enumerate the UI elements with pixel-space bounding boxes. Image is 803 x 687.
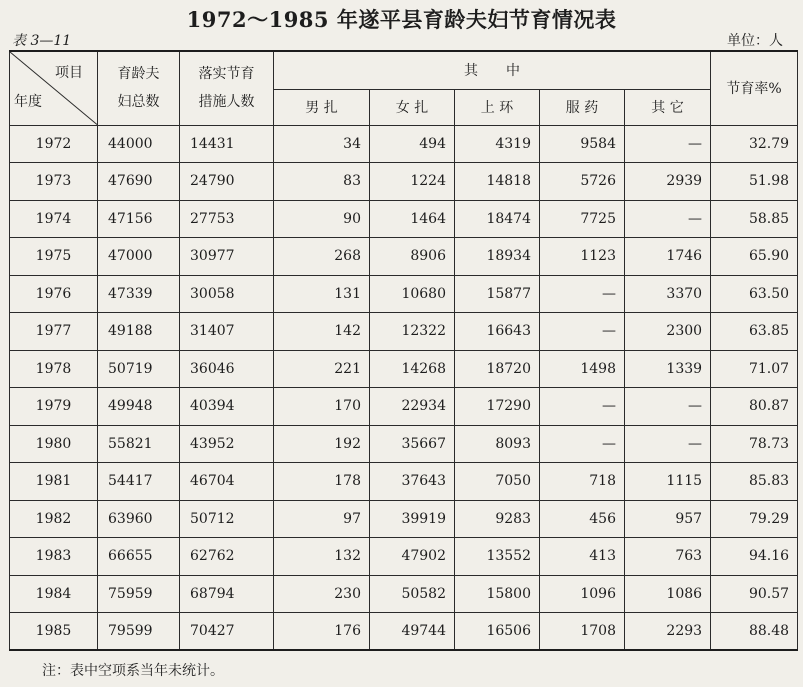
cell-iud: 18934 — [455, 238, 540, 276]
cell-year: 1977 — [10, 313, 98, 351]
cell-year: 1975 — [10, 238, 98, 276]
cell-other: 763 — [625, 538, 711, 576]
table-row — [10, 425, 798, 463]
cell-rate: 63.50 — [711, 275, 798, 313]
cell-measures: 27753 — [180, 200, 274, 238]
cell-iud: 7050 — [455, 463, 540, 501]
cell-male: 170 — [274, 388, 370, 426]
cell-couples: 47339 — [98, 275, 180, 313]
cell-male: 34 — [274, 125, 370, 163]
cell-male: 230 — [274, 575, 370, 613]
cell-pill: 1708 — [540, 613, 625, 651]
cell-female: 22934 — [370, 388, 455, 426]
table-row — [10, 350, 798, 388]
cell-measures: 50712 — [180, 500, 274, 538]
cell-year: 1984 — [10, 575, 98, 613]
cell-rate: 88.48 — [711, 613, 798, 651]
cell-male: 176 — [274, 613, 370, 651]
col-header-other: 其 它 — [625, 89, 711, 125]
cell-year: 1972 — [10, 125, 98, 163]
corner-diagonal — [10, 52, 97, 125]
cell-pill: 456 — [540, 500, 625, 538]
cell-pill: — — [540, 313, 625, 351]
cell-female: 10680 — [370, 275, 455, 313]
cell-couples: 44000 — [98, 125, 180, 163]
col-header-couples-line1: 育龄夫 — [117, 66, 160, 83]
cell-iud: 18720 — [455, 350, 540, 388]
cell-rate: 58.85 — [711, 200, 798, 238]
cell-couples: 66655 — [98, 538, 180, 576]
cell-couples: 49948 — [98, 388, 180, 426]
cell-iud: 9283 — [455, 500, 540, 538]
cell-iud: 18474 — [455, 200, 540, 238]
table-row — [10, 238, 798, 276]
cell-other: 1086 — [625, 575, 711, 613]
cell-rate: 79.29 — [711, 500, 798, 538]
corner-year-label: 年度 — [14, 93, 42, 110]
cell-other: — — [625, 125, 711, 163]
cell-male: 131 — [274, 275, 370, 313]
cell-measures: 40394 — [180, 388, 274, 426]
cell-male: 142 — [274, 313, 370, 351]
cell-year: 1985 — [10, 613, 98, 651]
cell-couples: 79599 — [98, 613, 180, 651]
cell-other: 1115 — [625, 463, 711, 501]
cell-couples: 47000 — [98, 238, 180, 276]
cell-couples: 63960 — [98, 500, 180, 538]
cell-pill: 718 — [540, 463, 625, 501]
cell-pill: 413 — [540, 538, 625, 576]
cell-couples: 75959 — [98, 575, 180, 613]
cell-rate: 78.73 — [711, 425, 798, 463]
col-header-measures — [180, 51, 274, 125]
cell-iud: 14818 — [455, 163, 540, 201]
cell-year: 1980 — [10, 425, 98, 463]
cell-couples: 49188 — [98, 313, 180, 351]
table-row — [10, 200, 798, 238]
cell-male: 83 — [274, 163, 370, 201]
table-row — [10, 388, 798, 426]
cell-other: — — [625, 200, 711, 238]
cell-measures: 70427 — [180, 613, 274, 651]
cell-iud: 15877 — [455, 275, 540, 313]
col-header-rate: 节育率% — [711, 51, 798, 125]
cell-year: 1978 — [10, 350, 98, 388]
table-title: 1972～1985 年遂平县育龄夫妇节育情况表 — [186, 7, 617, 32]
cell-year: 1973 — [10, 163, 98, 201]
cell-male: 90 — [274, 200, 370, 238]
cell-female: 49744 — [370, 613, 455, 651]
cell-female: 1464 — [370, 200, 455, 238]
cell-pill: 1498 — [540, 350, 625, 388]
cell-iud: 4319 — [455, 125, 540, 163]
cell-other: 1339 — [625, 350, 711, 388]
table-row — [10, 125, 798, 163]
col-header-couples-line2: 妇总数 — [117, 94, 160, 111]
cell-measures: 31407 — [180, 313, 274, 351]
cell-rate: 63.85 — [711, 313, 798, 351]
table-footnote: 注：表中空项系当年未统计。 — [42, 663, 224, 679]
cell-female: 14268 — [370, 350, 455, 388]
birth-control-table — [9, 50, 798, 651]
cell-female: 39919 — [370, 500, 455, 538]
cell-couples: 55821 — [98, 425, 180, 463]
col-header-pill: 服 药 — [540, 89, 625, 125]
cell-measures: 30977 — [180, 238, 274, 276]
cell-other: 957 — [625, 500, 711, 538]
cell-measures: 43952 — [180, 425, 274, 463]
table-row — [10, 275, 798, 313]
cell-female: 47902 — [370, 538, 455, 576]
table-row — [10, 313, 798, 351]
cell-other: 2293 — [625, 613, 711, 651]
cell-pill: 9584 — [540, 125, 625, 163]
cell-female: 37643 — [370, 463, 455, 501]
cell-rate: 65.90 — [711, 238, 798, 276]
cell-male: 221 — [274, 350, 370, 388]
cell-couples: 47690 — [98, 163, 180, 201]
cell-other: — — [625, 425, 711, 463]
cell-couples: 47156 — [98, 200, 180, 238]
cell-female: 50582 — [370, 575, 455, 613]
cell-measures: 62762 — [180, 538, 274, 576]
cell-measures: 68794 — [180, 575, 274, 613]
cell-pill: — — [540, 388, 625, 426]
corner-header — [10, 51, 98, 125]
cell-year: 1976 — [10, 275, 98, 313]
corner-item-label: 项目 — [55, 65, 83, 81]
cell-pill: 1096 — [540, 575, 625, 613]
cell-year: 1981 — [10, 463, 98, 501]
col-header-female: 女 扎 — [370, 89, 455, 125]
col-header-measures-line1: 落实节育 — [198, 66, 255, 83]
cell-couples: 50719 — [98, 350, 180, 388]
cell-pill: — — [540, 425, 625, 463]
cell-male: 178 — [274, 463, 370, 501]
col-header-iud: 上 环 — [455, 89, 540, 125]
unit-label: 单位：人 — [727, 33, 783, 49]
cell-pill: 5726 — [540, 163, 625, 201]
cell-rate: 71.07 — [711, 350, 798, 388]
col-header-among: 其 中 — [274, 51, 711, 89]
table-row — [10, 163, 798, 201]
cell-male: 192 — [274, 425, 370, 463]
cell-iud: 17290 — [455, 388, 540, 426]
cell-pill: 7725 — [540, 200, 625, 238]
table-row — [10, 538, 798, 576]
cell-rate: 80.87 — [711, 388, 798, 426]
cell-rate: 90.57 — [711, 575, 798, 613]
cell-year: 1982 — [10, 500, 98, 538]
cell-other: 1746 — [625, 238, 711, 276]
cell-couples: 54417 — [98, 463, 180, 501]
cell-other: — — [625, 388, 711, 426]
cell-measures: 14431 — [180, 125, 274, 163]
cell-female: 494 — [370, 125, 455, 163]
cell-other: 2939 — [625, 163, 711, 201]
cell-iud: 16643 — [455, 313, 540, 351]
cell-iud: 13552 — [455, 538, 540, 576]
cell-iud: 8093 — [455, 425, 540, 463]
cell-measures: 36046 — [180, 350, 274, 388]
cell-other: 2300 — [625, 313, 711, 351]
cell-male: 97 — [274, 500, 370, 538]
cell-rate: 94.16 — [711, 538, 798, 576]
col-header-measures-line2: 措施人数 — [198, 94, 255, 111]
table-row — [10, 613, 798, 651]
cell-rate: 32.79 — [711, 125, 798, 163]
table-row — [10, 500, 798, 538]
col-header-couples — [98, 51, 180, 125]
cell-year: 1974 — [10, 200, 98, 238]
cell-iud: 16506 — [455, 613, 540, 651]
cell-female: 12322 — [370, 313, 455, 351]
table-row — [10, 463, 798, 501]
cell-iud: 15800 — [455, 575, 540, 613]
table-body — [10, 125, 798, 650]
cell-measures: 46704 — [180, 463, 274, 501]
cell-measures: 30058 — [180, 275, 274, 313]
cell-rate: 51.98 — [711, 163, 798, 201]
table-number: 表 3—11 — [12, 33, 72, 49]
cell-female: 8906 — [370, 238, 455, 276]
cell-pill: 1123 — [540, 238, 625, 276]
cell-year: 1979 — [10, 388, 98, 426]
cell-male: 132 — [274, 538, 370, 576]
cell-measures: 24790 — [180, 163, 274, 201]
col-header-male: 男 扎 — [274, 89, 370, 125]
cell-other: 3370 — [625, 275, 711, 313]
cell-female: 35667 — [370, 425, 455, 463]
cell-rate: 85.83 — [711, 463, 798, 501]
cell-pill: — — [540, 275, 625, 313]
table-row — [10, 575, 798, 613]
cell-female: 1224 — [370, 163, 455, 201]
cell-male: 268 — [274, 238, 370, 276]
cell-year: 1983 — [10, 538, 98, 576]
